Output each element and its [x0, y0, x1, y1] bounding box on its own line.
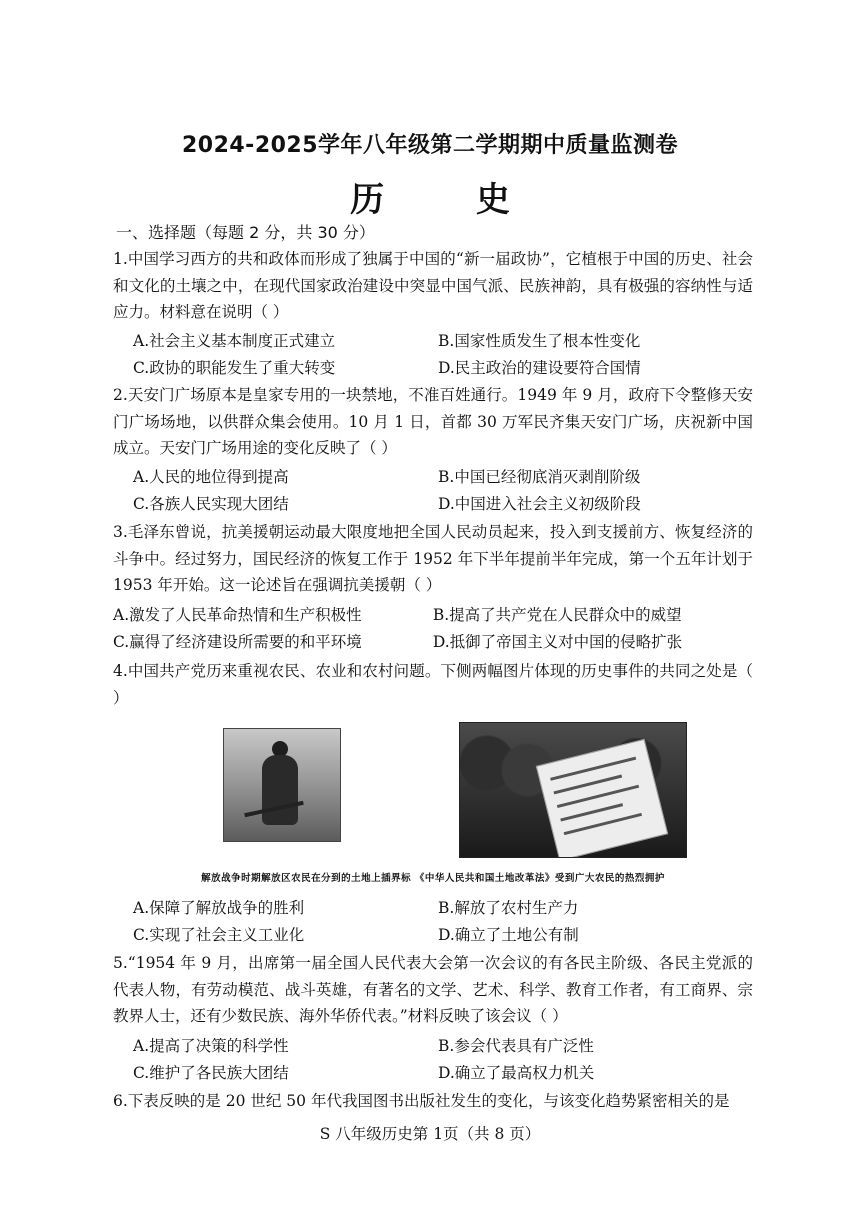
- option-b: B.提高了共产党在人民群众中的威望: [432, 606, 682, 624]
- subject-title: 历 史: [350, 180, 550, 220]
- question-1-stem: 1.中国学习西方的共和政体而形成了独属于中国的“新一届政协”，它植根于中国的历史、社会和文化的土壤之中，在现代国家政治建设中突显中国气派、民族神韵，具有极强的容纳性与适应力。材料意在说明（ ）: [113, 250, 753, 321]
- question-6-stem: 6.下表反映的是 20 世纪 50 年代我国图书出版社发生的变化，与该变化趋势紧密相关的是: [113, 1092, 730, 1110]
- question-2-options: [133, 464, 753, 518]
- option-c: C.实现了社会主义工业化: [133, 926, 305, 944]
- option-a: A.提高了决策的科学性: [133, 1037, 289, 1055]
- option-d: D.确立了土地公有制: [438, 926, 579, 944]
- option-d: D.中国进入社会主义初级阶段: [438, 495, 641, 513]
- option-a: A.保障了解放战争的胜利: [133, 899, 305, 917]
- question-1-options: [133, 328, 753, 382]
- option-d: D.抵御了帝国主义对中国的侵略扩张: [432, 633, 683, 651]
- option-b: B.解放了农村生产力: [438, 899, 579, 917]
- option-c: C.政协的职能发生了重大转变: [133, 359, 336, 377]
- question-4-figures: [113, 720, 753, 884]
- page-footer: S 八年级历史第 1页（共 8 页）: [319, 1125, 541, 1143]
- question-4-stem: 4.中国共产党历来重视农民、农业和农村问题。下侧两幅图片体现的历史事件的共同之处是（ ）: [113, 662, 753, 707]
- section-heading: 一、选择题（每题 2 分，共 30 分）: [116, 223, 375, 242]
- option-a: A.激发了人民革命热情和生产积极性: [113, 606, 362, 624]
- question-5-options: [133, 1033, 753, 1087]
- photo-farmer-boundary-marker: [223, 728, 341, 842]
- option-c: C.赢得了经济建设所需要的和平环境: [113, 633, 362, 651]
- option-a: A.社会主义基本制度正式建立: [133, 332, 336, 350]
- option-b: B.参会代表具有广泛性: [438, 1037, 594, 1055]
- question-2-stem: 2.天安门广场原本是皇家专用的一块禁地，不准百姓通行。1949 年 9 月，政府下令整修天安门广场场地，以供群众集会使用。10 月 1 日，首都 30 万军民齐集天安门广场，庆祝新中国成立。天安门广场用途的变化反映了（ ）: [113, 386, 753, 457]
- question-4-options: [133, 895, 753, 949]
- option-a: A.人民的地位得到提高: [133, 468, 289, 486]
- option-c: C.各族人民实现大团结: [133, 495, 289, 513]
- option-d: D.确立了最高权力机关: [438, 1064, 595, 1082]
- figure-caption: 解放战争时期解放区农民在分到的土地上插界标 《中华人民共和国土地改革法》受到广大农民的热烈拥护: [201, 873, 665, 884]
- question-3-options: [113, 602, 733, 656]
- option-b: B.国家性质发生了根本性变化: [438, 332, 641, 350]
- exam-title: 2024-2025学年八年级第二学期期中质量监测卷: [181, 133, 679, 158]
- photo-land-reform-law: [459, 722, 687, 858]
- option-d: D.民主政治的建设要符合国情: [438, 359, 641, 377]
- question-5-stem: 5.“1954 年 9 月，出席第一届全国人民代表大会第一次会议的有各民主阶级、各民主党派的代表人物，有劳动模范、战斗英雄，有著名的文学、艺术、科学、教育工作者，有工商界、宗教界人士，还有少数民族、海外华侨代表。”材料反映了该会议（ ）: [113, 954, 753, 1025]
- option-c: C.维护了各民族大团结: [133, 1064, 289, 1082]
- question-3-stem: 3.毛泽东曾说，抗美援朝运动最大限度地把全国人民动员起来，投入到支援前方、恢复经济的斗争中。经过努力，国民经济的恢复工作于 1952 年下半年提前半年完成，第一个五年计划于 1953 年开始。这一论述旨在强调抗美援朝（ ）: [113, 523, 753, 594]
- option-b: B.中国已经彻底消灭剥削阶级: [438, 468, 641, 486]
